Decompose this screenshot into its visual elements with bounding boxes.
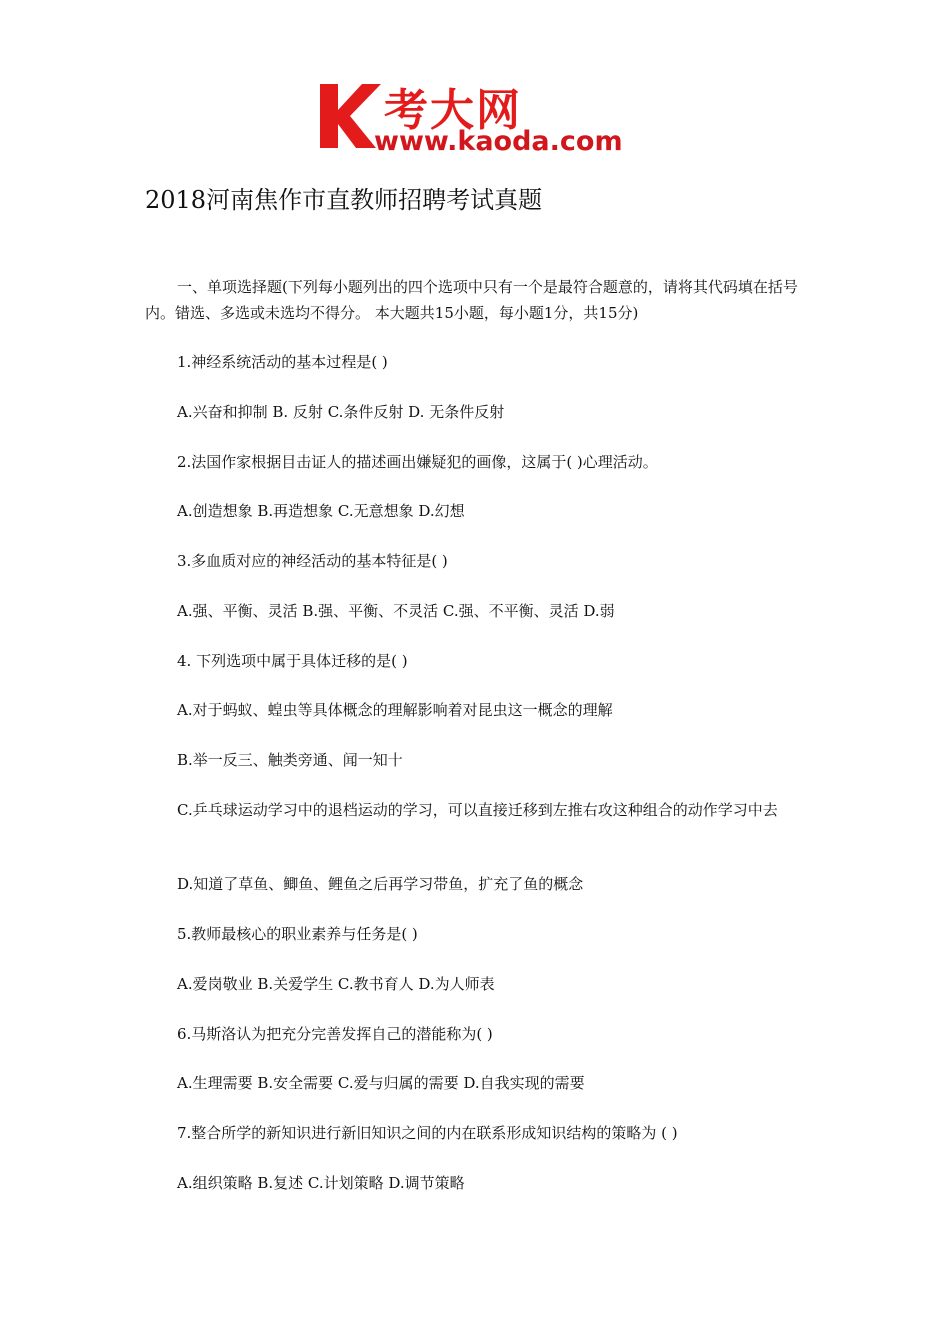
question-2-options: A.创造想象 B.再造想象 C.无意想象 D.幻想 bbox=[177, 502, 465, 520]
logo-text-cn: 考大网 bbox=[384, 85, 522, 136]
question-6: 6.马斯洛认为把充分完善发挥自己的潜能称为( ) bbox=[177, 1025, 493, 1043]
question-2: 2.法国作家根据目击证人的描述画出嫌疑犯的画像，这属于( )心理活动。 bbox=[177, 453, 658, 471]
question-4-option-b: B.举一反三、触类旁通、闻一知十 bbox=[177, 751, 403, 769]
question-3: 3.多血质对应的神经活动的基本特征是( ) bbox=[177, 552, 448, 570]
question-7-options: A.组织策略 B.复述 C.计划策略 D.调节策略 bbox=[177, 1174, 465, 1192]
logo-url: www.kaoda.com bbox=[374, 126, 623, 157]
section-intro: 一、单项选择题(下列每小题列出的四个选项中只有一个是最符合题意的，请将其代码填在括号内。错选、多选或未选均不得分。 本大题共15小题，每小题1分，共15分) bbox=[145, 278, 798, 322]
question-6-options: A.生理需要 B.安全需要 C.爱与归属的需要 D.自我实现的需要 bbox=[177, 1074, 585, 1092]
kaoda-logo[interactable] bbox=[318, 80, 638, 160]
question-5-options: A.爱岗敬业 B.关爱学生 C.教书育人 D.为人师表 bbox=[177, 975, 495, 993]
question-1: 1.神经系统活动的基本过程是( ) bbox=[177, 353, 388, 371]
question-7: 7.整合所学的新知识进行新旧知识之间的内在联系形成知识结构的策略为 ( ) bbox=[177, 1124, 678, 1142]
question-4: 4. 下列选项中属于具体迁移的是( ) bbox=[177, 652, 408, 670]
logo-k-icon bbox=[318, 80, 382, 150]
question-4-option-d: D.知道了草鱼、鲫鱼、鲤鱼之后再学习带鱼，扩充了鱼的概念 bbox=[177, 875, 584, 893]
question-4-option-c: C.乒乓球运动学习中的退档运动的学习，可以直接迁移到左推右攻这种组合的动作学习中去 bbox=[177, 801, 778, 819]
document-title: 2018河南焦作市直教师招聘考试真题 bbox=[145, 186, 543, 214]
question-3-options: A.强、平衡、灵活 B.强、平衡、不灵活 C.强、不平衡、灵活 D.弱 bbox=[177, 602, 615, 620]
question-4-option-a: A.对于蚂蚁、蝗虫等具体概念的理解影响着对昆虫这一概念的理解 bbox=[177, 701, 613, 719]
question-5: 5.教师最核心的职业素养与任务是( ) bbox=[177, 925, 418, 943]
question-1-options: A.兴奋和抑制 B. 反射 C.条件反射 D. 无条件反射 bbox=[177, 403, 505, 421]
